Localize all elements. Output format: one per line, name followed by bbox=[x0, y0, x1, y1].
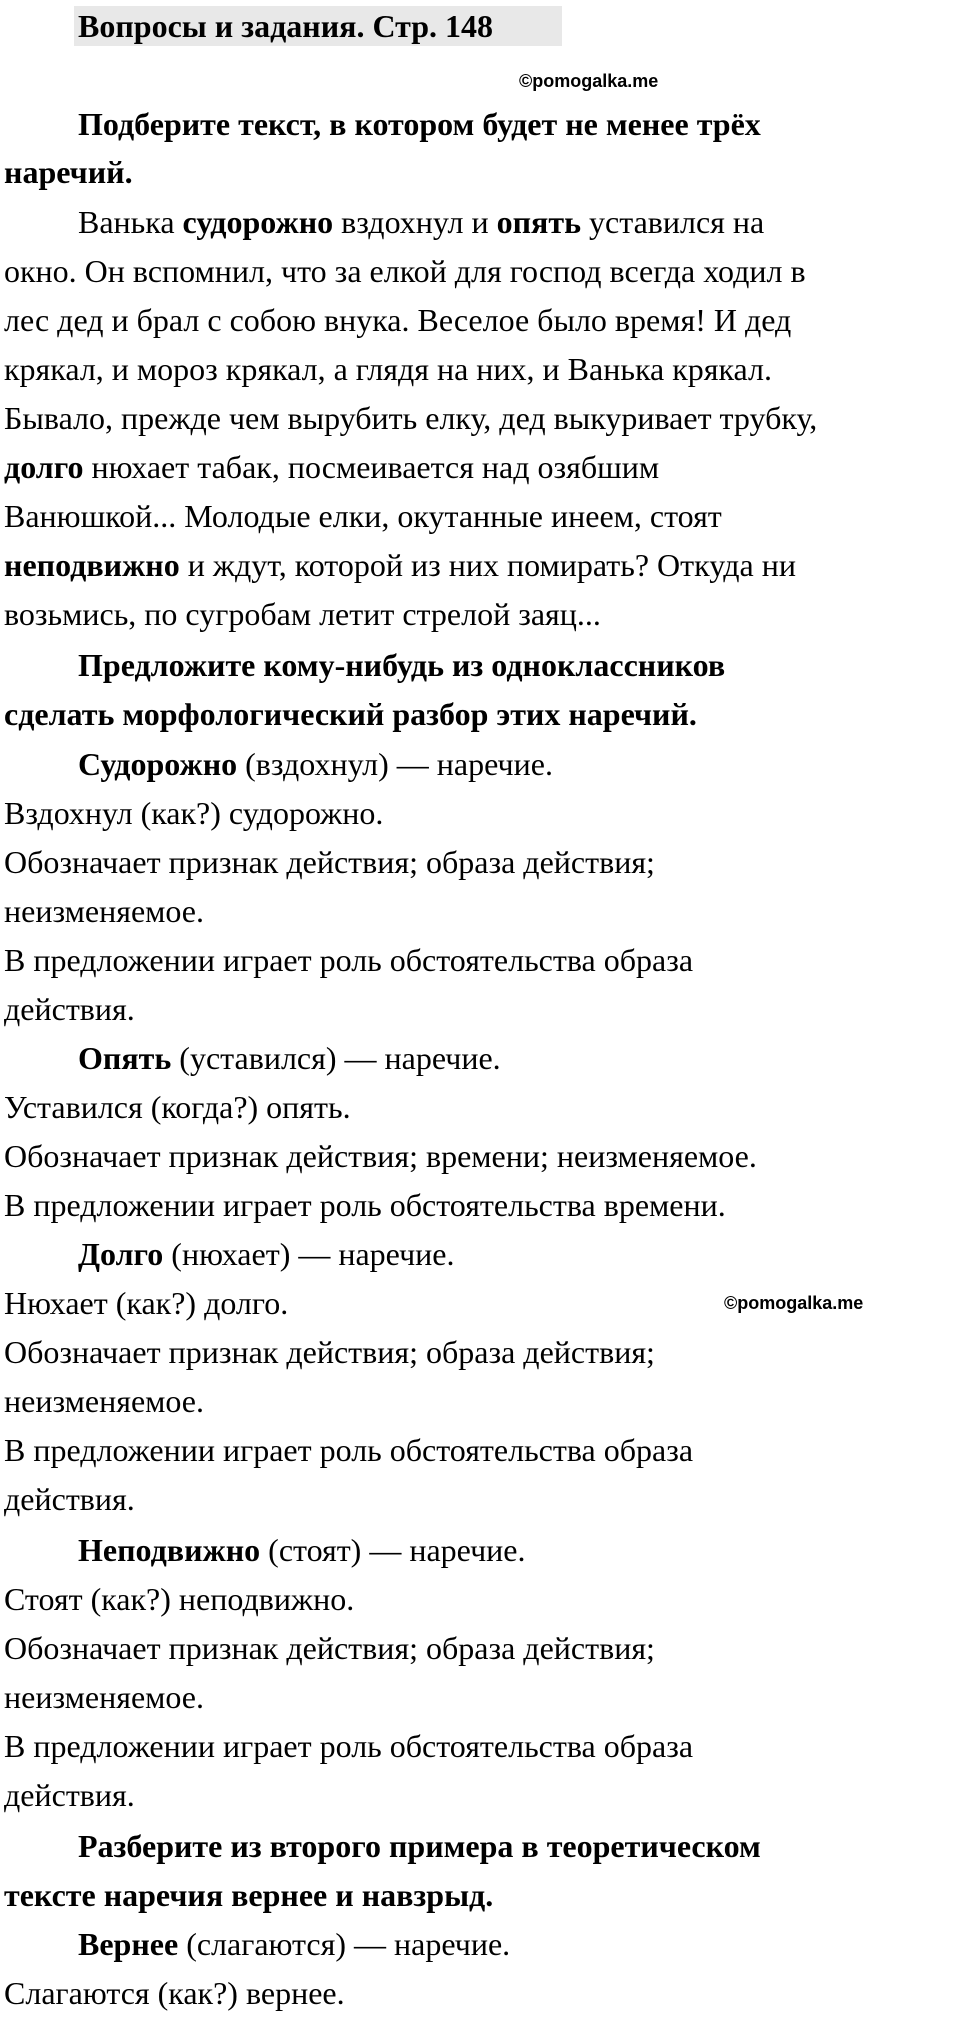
adverb: Неподвижно bbox=[78, 1532, 261, 1568]
text: и ждут, которой из них помирать? Откуда ни bbox=[179, 547, 796, 583]
story-line: Ванюшкой... Молодые елки, окутанные инеем, стоят bbox=[4, 498, 722, 534]
story-line: крякал, и мороз крякал, а глядя на них, и Ванька крякал. bbox=[4, 351, 772, 387]
parse-meaning: Обозначает признак действия; образа действия; bbox=[4, 1630, 655, 1666]
text: (стоят) — наречие. bbox=[260, 1532, 526, 1568]
adverb: судорожно bbox=[182, 204, 334, 240]
parse-meaning-cont: неизменяемое. bbox=[4, 1679, 204, 1715]
parse-question: Уставился (когда?) опять. bbox=[4, 1089, 351, 1125]
parse-question: Стоят (как?) неподвижно. bbox=[4, 1581, 355, 1617]
text: (уставился) — наречие. bbox=[171, 1040, 501, 1076]
parse-title bbox=[78, 744, 553, 784]
text: нюхает табак, посмеивается над озябшим bbox=[83, 449, 660, 485]
text: вздохнул и bbox=[333, 204, 497, 240]
task-heading: Разберите из второго примера в теоретическом bbox=[78, 1828, 761, 1864]
story-line: Бывало, прежде чем вырубить елку, дед выкуривает трубку, bbox=[4, 400, 818, 436]
parse-role: В предложении играет роль обстоятельства времени. bbox=[4, 1187, 726, 1223]
text: (слагаются) — наречие. bbox=[178, 1926, 511, 1962]
adverb: Долго bbox=[78, 1236, 164, 1272]
parse-title bbox=[78, 1924, 510, 1964]
parse-meaning: Обозначает признак действия; времени; неизменяемое. bbox=[4, 1138, 757, 1174]
parse-meaning-cont: неизменяемое. bbox=[4, 1383, 204, 1419]
parse-meaning: Обозначает признак действия; образа действия; bbox=[4, 844, 655, 880]
story-line bbox=[4, 545, 796, 585]
text: уставился на bbox=[580, 204, 765, 240]
adverb: Вернее bbox=[78, 1926, 179, 1962]
task-heading-cont: тексте наречия вернее и навзрыд. bbox=[4, 1877, 494, 1913]
adverb: Судорожно bbox=[78, 746, 238, 782]
task-heading-cont: наречий. bbox=[4, 154, 133, 190]
text: (вздохнул) — наречие. bbox=[237, 746, 553, 782]
page-title: Вопросы и задания. Стр. 148 bbox=[78, 8, 494, 44]
adverb: неподвижно bbox=[4, 547, 180, 583]
text: (нюхает) — наречие. bbox=[163, 1236, 455, 1272]
parse-role-cont: действия. bbox=[4, 991, 135, 1027]
parse-role: В предложении играет роль обстоятельства образа bbox=[4, 1728, 694, 1764]
task-heading-cont: сделать морфологический разбор этих наречий. bbox=[4, 696, 697, 732]
parse-meaning-cont: неизменяемое. bbox=[4, 893, 204, 929]
parse-question: Нюхает (как?) долго. bbox=[4, 1285, 289, 1321]
parse-role: В предложении играет роль обстоятельства образа bbox=[4, 1432, 694, 1468]
parse-role: В предложении играет роль обстоятельства образа bbox=[4, 942, 694, 978]
adverb: опять bbox=[496, 204, 581, 240]
watermark: ©pomogalka.me bbox=[519, 71, 659, 91]
story-line: возьмись, по сугробам летит стрелой заяц... bbox=[4, 596, 601, 632]
task-heading: Подберите текст, в котором будет не менее трёх bbox=[78, 106, 761, 142]
parse-title bbox=[78, 1530, 525, 1570]
parse-title bbox=[78, 1038, 501, 1078]
watermark: ©pomogalka.me bbox=[724, 1293, 864, 1313]
adverb: долго bbox=[4, 449, 84, 485]
story-line bbox=[4, 447, 659, 487]
task-heading: Предложите кому-нибудь из одноклассников bbox=[78, 647, 726, 683]
story-line: лес дед и брал с собою внука. Веселое было время! И дед bbox=[4, 302, 792, 338]
story-line: окно. Он вспомнил, что за елкой для господ всегда ходил в bbox=[4, 253, 806, 289]
parse-role-cont: действия. bbox=[4, 1481, 135, 1517]
text: Ванька bbox=[78, 204, 183, 240]
parse-title bbox=[78, 1234, 455, 1274]
parse-question: Слагаются (как?) вернее. bbox=[4, 1975, 345, 2011]
adverb: Опять bbox=[78, 1040, 172, 1076]
parse-question: Вздохнул (как?) судорожно. bbox=[4, 795, 384, 831]
parse-role-cont: действия. bbox=[4, 1777, 135, 1813]
story-line bbox=[78, 202, 764, 242]
parse-meaning: Обозначает признак действия; образа действия; bbox=[4, 1334, 655, 1370]
